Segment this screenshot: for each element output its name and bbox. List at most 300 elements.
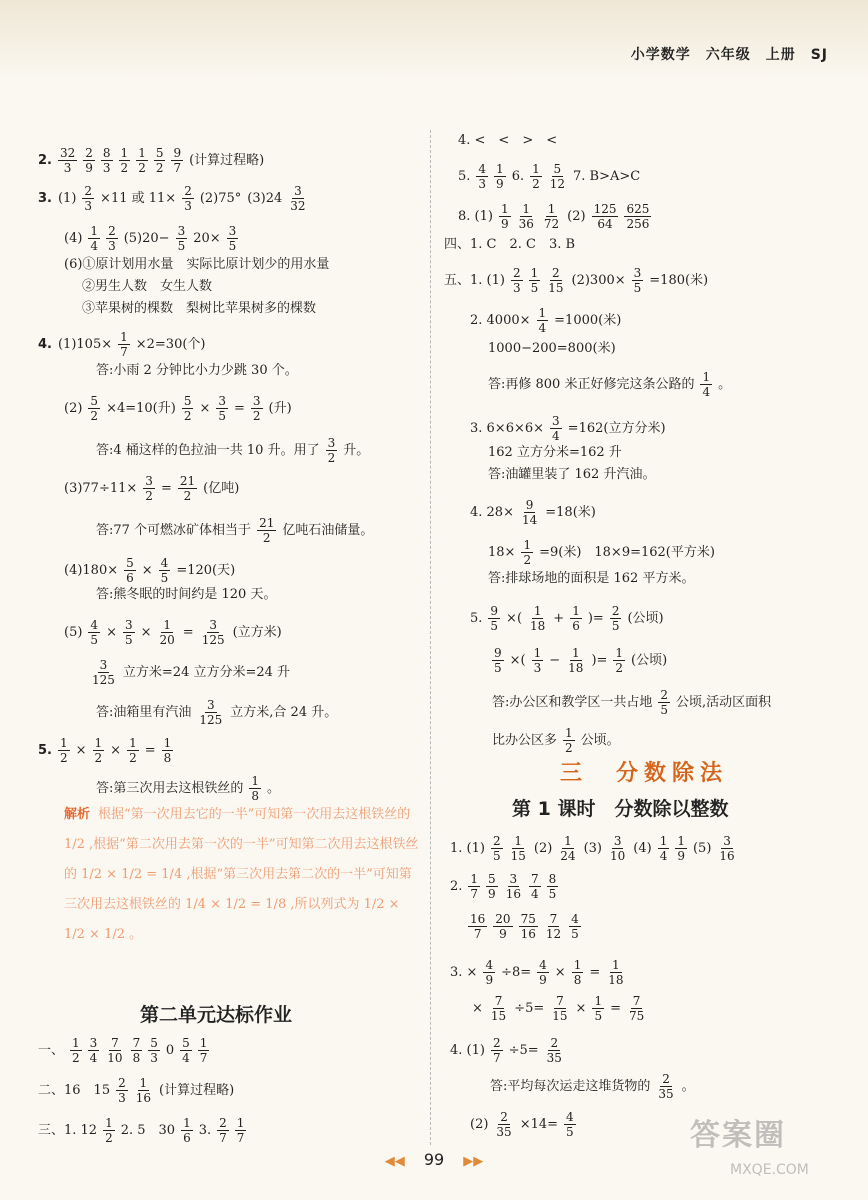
numerator: 1 [199,1036,208,1050]
fraction [658,834,670,863]
text: − [549,652,561,668]
fraction [491,834,503,863]
numerator: 1 [183,1116,191,1130]
denominator: 32 [290,199,306,213]
denominator: 3 [150,1051,158,1065]
numerator: 1 [522,202,531,216]
q3-line-1 [38,184,308,213]
q4-line-4 [96,436,369,465]
denominator: 4 [530,887,539,901]
lesson-title: 第 1 课时 分数除以整数 [512,798,729,820]
numerator: 2 [552,266,560,280]
fraction [570,604,582,633]
fraction [519,912,538,941]
fraction [499,202,511,231]
numerator: 16 [470,912,486,926]
denominator: 5 [594,1009,603,1023]
q4-line-7 [64,556,235,585]
numerator: 125 [593,202,617,216]
denominator: 2 [72,1051,80,1065]
watermark-logo [690,1110,860,1190]
numerator: 21 [179,474,196,488]
text: 3. 6×6×6× [470,420,545,436]
denominator: 2 [252,409,261,423]
fraction [58,146,77,175]
denominator: 9 [85,161,93,175]
fraction [509,834,528,863]
fraction [124,556,136,585]
fraction [235,1116,247,1145]
numerator: 3 [209,618,217,632]
fraction [632,266,644,295]
fraction [182,184,194,213]
denominator: 15 [510,849,526,863]
text: 7. B>A>C [573,168,641,184]
numerator: 1 [120,330,128,344]
denominator: 9 [485,973,494,987]
fraction [613,646,625,675]
text: 3. × [450,964,478,980]
r-s5-line-14 [492,726,620,755]
text: =18(米) [545,504,596,520]
fraction [542,202,561,231]
question-number: 3. [38,190,52,206]
text: 比办公区多 [492,732,558,748]
fraction [624,202,651,231]
fraction [468,872,480,901]
numerator: 7 [632,994,641,1008]
analysis-block [64,800,424,950]
text: × [575,1000,587,1016]
numerator: 5 [155,146,164,160]
fraction [143,474,155,503]
text: (1) [57,190,77,206]
denominator: 7 [492,1051,501,1065]
numerator: 7 [556,994,564,1008]
q4-line-10 [90,658,290,687]
fraction [131,1036,143,1065]
book-title: 小学数学 六年级 上册 SJ [630,47,828,63]
chapter-title: 三 分数除法 [560,761,729,786]
numerator: 1 [163,618,171,632]
denominator: 16 [719,849,735,863]
q4-line-5 [64,474,239,503]
numerator: 4 [485,958,494,972]
numerator: 7 [494,994,503,1008]
denominator: 2 [59,751,68,765]
denominator: 7 [470,887,479,901]
watermark-text: 答案圈 [690,1118,786,1153]
denominator: 2 [105,1131,113,1145]
fraction [546,266,565,295]
numerator: 1 [105,1116,113,1130]
text: ÷5= [508,1042,539,1058]
fraction [592,994,604,1023]
fraction [88,1036,100,1065]
numerator: 1 [120,146,129,160]
text: 答:熊冬眠的时间约是 120 天。 [96,587,277,602]
denominator: 2 [183,409,192,423]
text: 5. [470,610,483,626]
numerator: 1 [594,994,603,1008]
denominator: 125 [92,673,115,687]
fraction [257,516,276,545]
denominator: 18 [530,619,546,633]
fraction [610,604,622,633]
denominator: 2 [183,489,192,503]
r-s5-line-10 [488,570,694,588]
denominator: 2 [138,161,146,175]
fraction [181,1116,193,1145]
numerator: 75 [520,912,536,926]
text: 3. [198,1122,212,1138]
numerator: 3 [509,872,518,886]
denominator: 6 [126,571,134,585]
fraction [532,646,544,675]
fraction [675,834,687,863]
text: (2) [470,1116,489,1132]
text: =9(米) 18×9=162(平方米) [539,544,715,560]
note-text: (计算过程略) [189,152,265,168]
numerator: 1 [533,604,542,618]
q4-line-2 [96,362,298,380]
q4-line-1 [38,330,206,359]
denominator: 6 [183,1131,191,1145]
text: (5) [692,840,712,856]
denominator: 5 [228,239,237,253]
fraction [564,1110,576,1139]
text: ×( [506,610,523,626]
denominator: 125 [199,713,223,727]
fraction [249,774,261,803]
denominator: 5 [611,619,620,633]
fraction [528,604,547,633]
numerator: 1 [72,1036,80,1050]
fraction [608,834,627,863]
denominator: 18 [608,973,624,987]
unit2-title: 第二单元达标作业 [140,1004,293,1026]
fraction [488,604,500,633]
fraction [119,146,131,175]
text: ×2=30(个) [135,336,206,352]
denominator: 3 [512,281,521,295]
numerator: 1 [163,736,172,750]
r-lesson-line-5 [450,1036,564,1065]
analysis-tag: 解析 [64,807,91,822]
denominator: 5 [177,239,186,253]
denominator: 15 [548,281,564,295]
analysis-text: 根据“第一次用去它的一半”可知第一次用去这根铁丝的 1/2 ,根据“第二次用去第一次的一半”可知第二次用去这根铁丝的 1/2 × 1/2 = 1/4 ,根据“第三次用去第二次的一半”可知第三次用去这根铁丝的 1/4 × 1/2 = 1/8 ,所以列式为 1/2 × 1/2 × 1/2 。 [64,807,419,942]
numerator: 1 [532,162,540,176]
denominator: 16 [135,1091,152,1105]
numerator: 1 [59,736,68,750]
numerator: 3 [327,436,336,450]
numerator: 2 [85,146,93,160]
r-q4-line [458,132,557,150]
text: )= [587,610,604,626]
r-section-4 [444,236,575,254]
numerator: 1 [547,202,556,216]
text: (公顷) [627,610,664,626]
q3-line-2 [64,224,238,253]
text: + [553,610,565,626]
text: 答:平均每次运走这堆货物的 [490,1078,651,1094]
denominator: 18 [568,661,584,675]
denominator: 2 [145,489,153,503]
denominator: 5 [530,281,539,295]
numerator: 5 [553,162,562,176]
next-page-arrow-icon[interactable]: ▶▶ [463,1154,484,1169]
q4-line-8 [96,586,276,604]
watermark-url: MXQE.COM [730,1162,809,1178]
numerator: 5 [90,394,99,408]
denominator: 7 [173,161,182,175]
r-s5-line-4 [488,370,731,399]
fraction [216,394,228,423]
r-s5-line-1 [444,266,708,295]
fraction [171,146,183,175]
denominator: 5 [90,633,99,647]
fraction [105,1036,124,1065]
numerator: 625 [626,202,650,216]
numerator: 3 [552,414,560,428]
text: =162(立方分米) [567,420,666,436]
text: 。 [718,376,732,392]
numerator: 5 [183,394,192,408]
fraction [627,994,646,1023]
numerator: 7 [530,872,539,886]
numerator: 2 [108,224,116,238]
numerator: 4 [539,958,547,972]
numerator: 1 [612,958,620,972]
numerator: 1 [514,834,523,848]
fraction [162,736,174,765]
text: 答:排球场地的面积是 162 平方米。 [488,571,695,586]
r-s5-line-8 [470,498,596,527]
numerator: 3 [124,618,133,632]
numerator: 1 [573,958,582,972]
numerator: 1 [500,202,509,216]
fraction [511,266,523,295]
section-label: 三、1. 12 [38,1122,98,1138]
numerator: 1 [496,162,504,176]
r-q8-line [458,202,651,231]
r-lesson-line-4 [472,994,646,1023]
text: 答:再修 800 米正好修完这条公路的 [488,376,695,392]
text: 162 立方分米=162 升 [488,445,622,460]
denominator: 9 [500,217,509,231]
text: = [160,480,172,496]
denominator: 5 [660,703,669,717]
denominator: 5 [124,633,133,647]
unit2-row-2 [38,1076,234,1105]
q5-line-2 [96,774,280,803]
text: )= [591,652,608,668]
text: = [610,1000,621,1016]
denominator: 10 [610,849,626,863]
fraction [70,1036,82,1065]
r-s5-line-9 [488,538,715,567]
numerator: 7 [549,912,558,926]
numerator: 4 [90,618,99,632]
denominator: 7 [473,927,482,941]
denominator: 9 [499,927,507,941]
denominator: 3 [184,199,192,213]
r-lesson-line-6 [490,1072,695,1101]
fraction [520,498,539,527]
denominator: 10 [107,1051,123,1065]
denominator: 2 [90,409,99,423]
text: (2) [567,208,586,224]
fraction [529,872,541,901]
question-number: 4. [38,336,52,352]
numerator: 3 [228,224,237,238]
denominator: 3 [478,177,487,191]
numerator: 2 [662,1072,670,1086]
text: (5) [64,624,83,640]
denominator: 35 [658,1087,674,1101]
fraction [537,958,549,987]
text: 亿吨石油储量。 [282,522,374,538]
text: ÷8= [501,964,532,980]
prev-page-arrow-icon[interactable]: ◀◀ [384,1154,405,1169]
fraction [101,146,113,175]
denominator: 5 [492,849,501,863]
q3-line-4 [82,278,212,296]
fraction [530,162,542,191]
numerator: 1 [90,224,99,238]
numerator: 1 [571,646,580,660]
fraction [548,162,567,191]
denominator: 36 [518,217,534,231]
text: 四、1. C 2. C 3. B [444,237,576,252]
q4-line-3 [64,394,292,423]
fraction [563,726,575,755]
numerator: 2 [611,604,620,618]
text: (2) [533,840,553,856]
fraction [545,1036,564,1065]
denominator: 9 [488,887,496,901]
numerator: 5 [182,1036,190,1050]
text: 2. [450,878,463,894]
denominator: 15 [552,1009,568,1023]
denominator: 20 [159,633,175,647]
fraction [544,912,563,941]
fraction [118,330,130,359]
denominator: 5 [571,927,579,941]
q4-line-9 [64,618,282,647]
denominator: 16 [505,887,521,901]
numerator: 1 [564,834,572,848]
text: × [554,964,566,980]
r-s5-line-3 [488,340,616,358]
denominator: 4 [90,239,99,253]
text: (2) [64,400,83,416]
numerator: 1 [659,834,668,848]
fraction [517,202,536,231]
numerator: 3 [177,224,186,238]
text: (公顷) [631,652,668,668]
numerator: 8 [548,872,557,886]
text: 4. < < > < [458,133,558,148]
q3-line-5 [82,300,316,318]
fraction [200,618,227,647]
text: 8. (1) [458,208,493,224]
denominator: 5 [548,887,557,901]
denominator: 3 [63,161,72,175]
denominator: 5 [566,1125,574,1139]
numerator: 5 [488,872,496,886]
denominator: 4 [552,429,560,443]
text: 立方米,合 24 升。 [230,704,338,720]
numerator: 2 [84,184,93,198]
denominator: 7 [120,345,128,359]
denominator: 14 [521,513,538,527]
numerator: 9 [525,498,534,512]
fraction [217,1116,229,1145]
q4-line-6 [96,516,373,545]
numerator: 1 [538,306,547,320]
numerator: 20 [495,912,511,926]
fraction [494,1110,513,1139]
text: (3)24 [247,190,283,206]
text: = [144,742,156,758]
text: (4) [64,230,83,246]
fraction [154,146,166,175]
r-s5-line-5 [470,414,666,443]
text: 0 [165,1042,175,1058]
fraction [136,146,148,175]
denominator: 2 [155,161,164,175]
denominator: 5 [160,571,169,585]
text: 答:第三次用去这根铁丝的 [96,780,244,796]
fraction [178,474,197,503]
text: (1)105× [57,336,113,352]
numerator: 2 [492,1036,501,1050]
text: (2)75° [199,190,242,206]
text: = [234,400,245,416]
fraction [176,224,188,253]
text: =120(天) [176,562,236,578]
numerator: 3 [145,474,153,488]
numerator: 3 [207,698,215,712]
text: × [141,562,153,578]
fraction [547,872,559,901]
fraction [504,872,523,901]
numerator: 7 [111,1036,119,1050]
fraction [88,224,100,253]
r-lesson-line-2a [450,872,558,901]
numerator: 1 [139,1076,148,1090]
fraction [82,184,94,213]
text: 18× [488,544,516,560]
note-text: (计算过程略) [159,1082,235,1098]
numerator: 2 [660,688,669,702]
numerator: 1 [94,736,103,750]
numerator: 5 [126,556,134,570]
text: (5)20− [123,230,170,246]
text: 立方米=24 立方分米=24 升 [122,664,291,680]
denominator: 4 [182,1051,190,1065]
fraction [158,618,177,647]
denominator: 72 [543,217,560,231]
column-divider [430,130,431,1145]
numerator: 4 [571,912,579,926]
denominator: 75 [628,1009,645,1023]
r-s5-line-13 [492,688,771,717]
fraction [90,658,117,687]
denominator: 2 [120,161,129,175]
